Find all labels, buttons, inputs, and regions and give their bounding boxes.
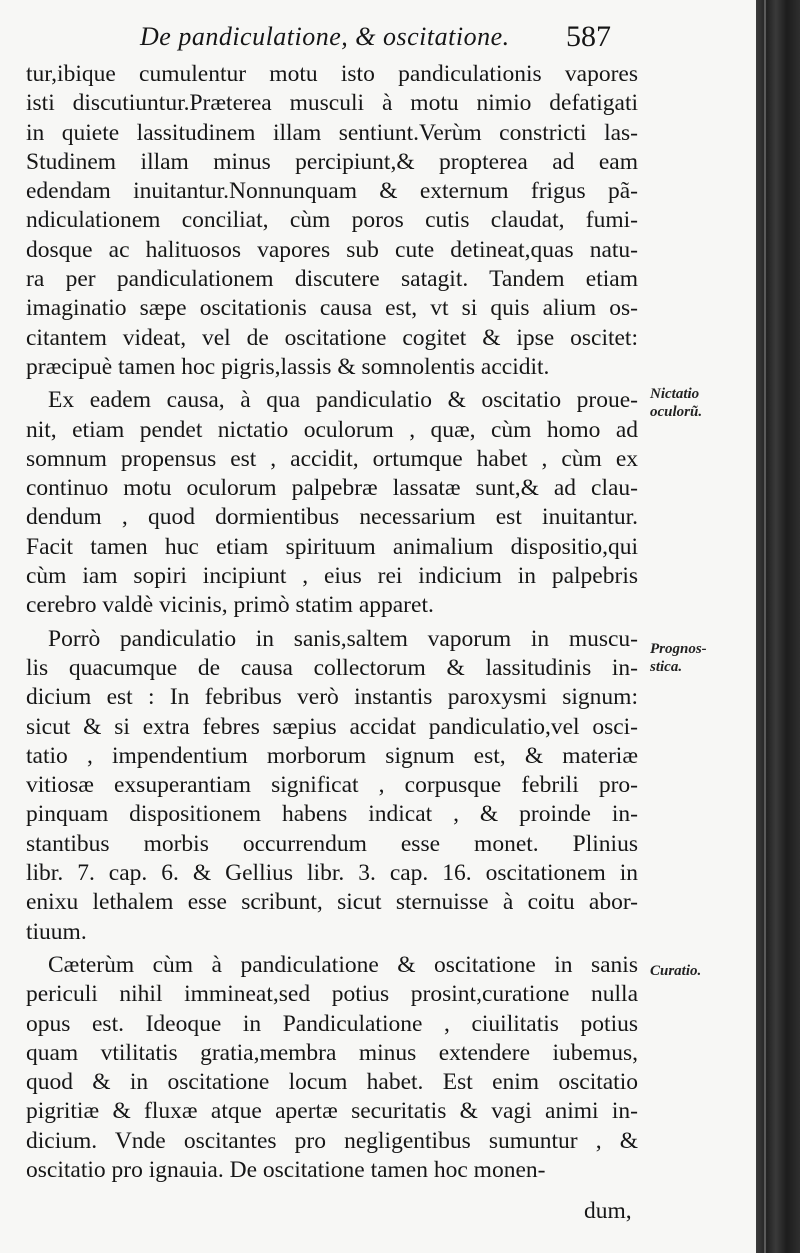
text-line: quam vtilitatis gratia,membra minus extendere iubemus, [26, 1039, 638, 1066]
marginal-note-line: Curatio. [650, 963, 702, 979]
text-line: tatio , impendentium morborum signum est, & materiæ [26, 742, 638, 769]
text-line: nit, etiam pendet nictatio oculorum , quæ, cùm homo ad [26, 416, 638, 443]
text-line: dicium. Vnde oscitantes pro negligentibus sumuntur , & [26, 1127, 638, 1154]
text-line: dicium est : In febribus verò instantis paroxysmi signum: [26, 684, 638, 711]
text-line: isti discutiuntur.Præterea musculi à motu nimio defatigati [26, 90, 638, 117]
text-line: citantem videat, vel de oscitatione cogitet & ipse oscitet: [26, 324, 638, 351]
text-line: quod & in oscitatione locum habet. Est enim oscitatio [26, 1069, 638, 1096]
marginal-note-line: Prognos- [650, 641, 707, 657]
text-line: cerebro valdè vicinis, primò statim apparet. [26, 592, 434, 619]
running-header: De pandiculatione, & oscitatione. [140, 22, 510, 51]
text-line: tiuum. [26, 918, 87, 945]
text-line: ra per pandiculationem discutere satagit. Tandem etiam [26, 266, 638, 293]
text-line: in quiete lassitudinem illam sentiunt.Verùm constricti las- [26, 119, 638, 146]
marginal-note-nictatio [650, 385, 750, 421]
text-line: tur,ibique cumulentur motu isto pandiculationis vapores [26, 61, 638, 87]
text-line: Facit tamen huc etiam spirituum animalium dispositio,qui [26, 533, 638, 560]
text-line: sicut & si extra febres sæpius accidat pandiculatio,vel osci- [26, 713, 638, 740]
marginal-note-line: Nictatio [650, 386, 700, 402]
text-line: libr. 7. cap. 6. & Gellius libr. 3. cap. 16. oscitationem in [26, 860, 638, 887]
text-line: vitiosæ exsuperantiam significat , corpusque febrili pro- [26, 772, 638, 799]
marginal-note-line: stica. [650, 659, 683, 675]
text-line: Studinem illam minus percipiunt,& propterea ad eam [26, 148, 638, 175]
marginal-note-curatio [650, 962, 750, 980]
text-line: pigritiæ & fluxæ atque apertæ securitatis & vagi animi in- [26, 1098, 638, 1125]
text-line: Cæterùm cùm à pandiculatione & oscitatione in sanis [48, 951, 638, 978]
text-line: opus est. Ideoque in Pandiculatione , ciuilitatis potius [26, 1010, 638, 1037]
text-line: periculi nihil immineat,sed potius prosint,curatione nulla [26, 981, 638, 1008]
text-line: præcipuè tamen hoc pigris,lassis & somnolentis accidit. [26, 353, 550, 380]
marginal-note-prognostica [650, 640, 750, 676]
text-line: continuo motu oculorum palpebræ lassatæ sunt,& ad clau- [26, 475, 638, 502]
text-line: Porrò pandiculatio in sanis,saltem vaporum in muscu- [48, 625, 638, 652]
body-text [26, 60, 638, 1185]
text-line: lis quacumque de causa collectorum & lassitudinis in- [26, 654, 638, 681]
text-line: enixu lethalem esse scribunt, sicut sternuisse à coitu abor- [26, 889, 638, 916]
text-line: stantibus morbis occurrendum esse monet. Plinius [26, 830, 638, 857]
page-number: 587 [566, 20, 611, 53]
catchword: dum, [584, 1198, 632, 1224]
text-line: ndiculationem conciliat, cùm poros cutis claudat, fumi- [26, 207, 638, 234]
book-spine [756, 0, 800, 1253]
text-line: pinquam dispositionem habens indicat , & proinde in- [26, 801, 638, 828]
text-line: dosque ac halituosos vapores sub cute detineat,quas natu- [26, 236, 638, 263]
text-line: somnum propensus est , accidit, ortumque habet , cùm ex [26, 445, 638, 472]
marginal-note-line: oculorũ. [650, 404, 703, 420]
text-line: oscitatio pro ignauia. De oscitatione tamen hoc monen- [26, 1156, 546, 1183]
text-line: Ex eadem causa, à qua pandiculatio & oscitatio proue- [48, 387, 638, 414]
text-line: dendum , quod dormientibus necessarium est inuitantur. [26, 504, 638, 531]
text-line: imaginatio sæpe oscitationis causa est, vt si quis alium os- [26, 295, 638, 322]
text-line: cùm iam sopiri incipiunt , eius rei indicium in palpebris [26, 563, 638, 590]
text-line: edendam inuitantur.Nonnunquam & externum frigus pã- [26, 178, 638, 205]
